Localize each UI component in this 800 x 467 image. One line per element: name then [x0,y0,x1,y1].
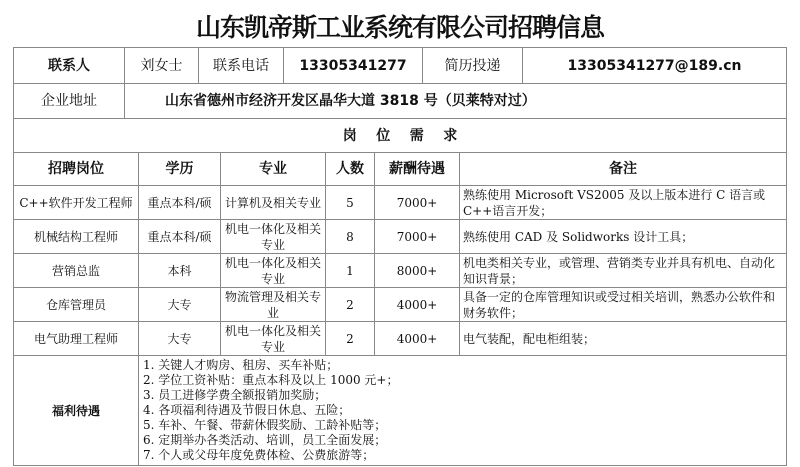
table-header-row [14,153,787,186]
benefits-list [139,356,787,466]
major: 机电一体化及相关专业 [221,220,326,254]
count: 8 [326,220,375,254]
major: 物流管理及相关专业 [221,288,326,322]
education: 大专 [139,322,221,356]
section-row [13,118,787,153]
phone-value: 13305341277 [284,48,423,84]
count: 1 [326,254,375,288]
salary: 4000+ [375,288,460,322]
header-salary: 薪酬待遇 [375,153,460,186]
education: 重点本科/硕 [139,186,221,220]
notes: 机电类相关专业，或管理、营销类专业并具有机电、自动化知识背景； [460,254,787,288]
header-education: 学历 [139,153,221,186]
major: 机电一体化及相关专业 [221,322,326,356]
count: 2 [326,288,375,322]
jobs-table [13,152,787,466]
header-count: 人数 [326,153,375,186]
benefit-item: 4. 各项福利待遇及节假日休息、五险； [143,403,351,417]
section-title: 岗 位 需 求 [14,119,787,153]
notes: 具备一定的仓库管理知识或受过相关培训，熟悉办公软件和财务软件； [460,288,787,322]
position: 电气助理工程师 [14,322,139,356]
position: 营销总监 [14,254,139,288]
page-title: 山东凯帝斯工业系统有限公司招聘信息 [195,13,604,42]
position: 仓库管理员 [14,288,139,322]
salary: 8000+ [375,254,460,288]
contact-person: 刘女士 [125,48,199,84]
address-label: 企业地址 [14,84,125,119]
position: 机械结构工程师 [14,220,139,254]
table-row [14,186,787,220]
email-value: 13305341277@189.cn [523,48,787,84]
header-major: 专业 [221,153,326,186]
table-row [14,220,787,254]
salary: 7000+ [375,220,460,254]
count: 5 [326,186,375,220]
education: 大专 [139,288,221,322]
benefit-item: 3. 员工进修学费全额报销加奖励； [143,388,327,402]
position: C++软件开发工程师 [14,186,139,220]
major: 机电一体化及相关专业 [221,254,326,288]
table-row [14,288,787,322]
notes: 电气装配，配电柜组装； [460,322,787,356]
benefit-item: 5. 车补、午餐、带薪休假奖励、工龄补贴等； [143,418,387,432]
contact-person-label: 联系人 [14,48,125,84]
contact-row [13,47,787,84]
education: 重点本科/硕 [139,220,221,254]
header-notes: 备注 [460,153,787,186]
notes: 熟练使用 Microsoft VS2005 及以上版本进行 C 语言或 C++语言开发； [460,186,787,220]
benefit-item: 1. 关键人才购房、租房、买车补贴； [143,358,339,372]
salary: 7000+ [375,186,460,220]
resume-label: 简历投递 [423,48,523,84]
education: 本科 [139,254,221,288]
benefit-item: 2. 学位工资补贴：重点本科及以上 1000 元+； [143,373,399,387]
table-row [14,254,787,288]
address-value: 山东省德州市经济开发区晶华大道 3818 号（贝莱特对过） [125,84,787,119]
phone-label: 联系电话 [199,48,284,84]
count: 2 [326,322,375,356]
notes: 熟练使用 CAD 及 Solidworks 设计工具； [460,220,787,254]
header-position: 招聘岗位 [14,153,139,186]
benefit-item: 7. 个人或父母年度免费体检、公费旅游等； [143,448,375,462]
major: 计算机及相关专业 [221,186,326,220]
benefits-row [14,356,787,466]
table-row [14,322,787,356]
benefits-label: 福利待遇 [14,356,139,466]
benefit-item: 6. 定期举办各类活动、培训，员工全面发展； [143,433,387,447]
address-row [13,83,787,119]
salary: 4000+ [375,322,460,356]
